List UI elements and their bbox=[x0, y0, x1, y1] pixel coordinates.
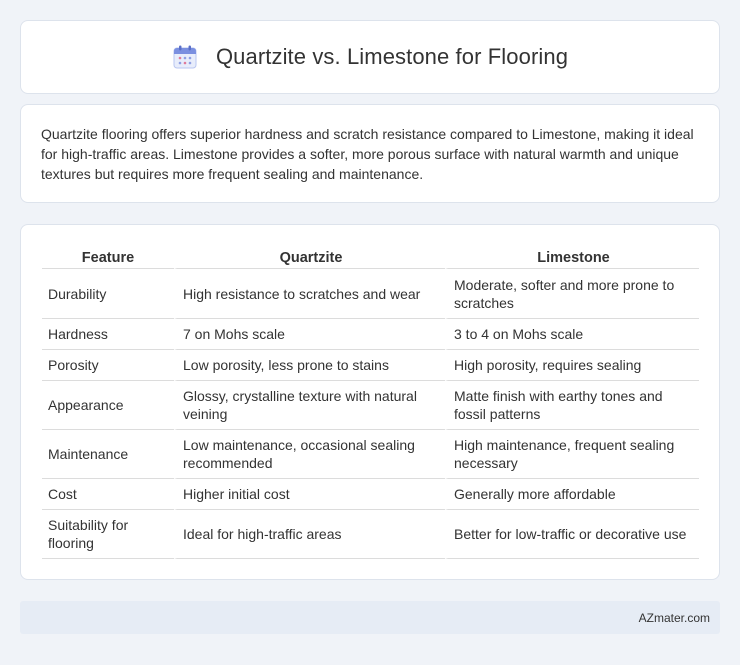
limestone-cell: Moderate, softer and more prone to scratches bbox=[445, 269, 699, 319]
limestone-cell: 3 to 4 on Mohs scale bbox=[445, 319, 699, 350]
quartzite-cell: 7 on Mohs scale bbox=[174, 319, 445, 350]
limestone-cell: Matte finish with earthy tones and fossil patterns bbox=[445, 381, 699, 430]
quartzite-cell: Higher initial cost bbox=[174, 479, 445, 510]
table-row bbox=[42, 319, 699, 350]
header-feature: Feature bbox=[42, 247, 174, 269]
quartzite-cell: High resistance to scratches and wear bbox=[174, 269, 445, 319]
quartzite-cell: Glossy, crystalline texture with natural veining bbox=[174, 381, 445, 430]
table-card bbox=[20, 224, 720, 580]
title-wrap bbox=[172, 44, 568, 70]
feature-cell: Hardness bbox=[42, 319, 174, 350]
page-title: Quartzite vs. Limestone for Flooring bbox=[215, 44, 569, 69]
header-limestone: Limestone bbox=[445, 247, 699, 269]
feature-cell: Cost bbox=[42, 479, 174, 510]
table-row bbox=[42, 510, 699, 559]
title-card bbox=[20, 20, 720, 94]
table-row bbox=[42, 479, 699, 510]
table-row bbox=[42, 350, 699, 381]
intro-card bbox=[20, 104, 720, 203]
calendar-icon bbox=[172, 44, 198, 70]
comparison-table bbox=[42, 247, 699, 559]
feature-cell: Durability bbox=[42, 269, 174, 319]
quartzite-cell: Ideal for high-traffic areas bbox=[174, 510, 445, 559]
table-row bbox=[42, 381, 699, 430]
table-row bbox=[42, 269, 699, 319]
feature-cell: Maintenance bbox=[42, 430, 174, 479]
feature-cell: Porosity bbox=[42, 350, 174, 381]
quartzite-cell: Low maintenance, occasional sealing recommended bbox=[174, 430, 445, 479]
feature-cell: Suitability for flooring bbox=[42, 510, 174, 559]
footer-site-name: AZmater.com bbox=[638, 610, 710, 625]
intro-paragraph: Quartzite flooring offers superior hardness and scratch resistance compared to Limestone, making it ideal for high-traffic areas. Limestone provides a softer, more porous surface with natural warmth and unique textures but requires more frequent sealing and maintenance. bbox=[41, 126, 694, 182]
header-quartzite: Quartzite bbox=[174, 247, 445, 269]
table-row bbox=[42, 430, 699, 479]
footer-bar bbox=[20, 601, 720, 634]
table-header-row bbox=[42, 247, 699, 269]
limestone-cell: High maintenance, frequent sealing necessary bbox=[445, 430, 699, 479]
feature-cell: Appearance bbox=[42, 381, 174, 430]
quartzite-cell: Low porosity, less prone to stains bbox=[174, 350, 445, 381]
limestone-cell: High porosity, requires sealing bbox=[445, 350, 699, 381]
limestone-cell: Better for low-traffic or decorative use bbox=[445, 510, 699, 559]
limestone-cell: Generally more affordable bbox=[445, 479, 699, 510]
